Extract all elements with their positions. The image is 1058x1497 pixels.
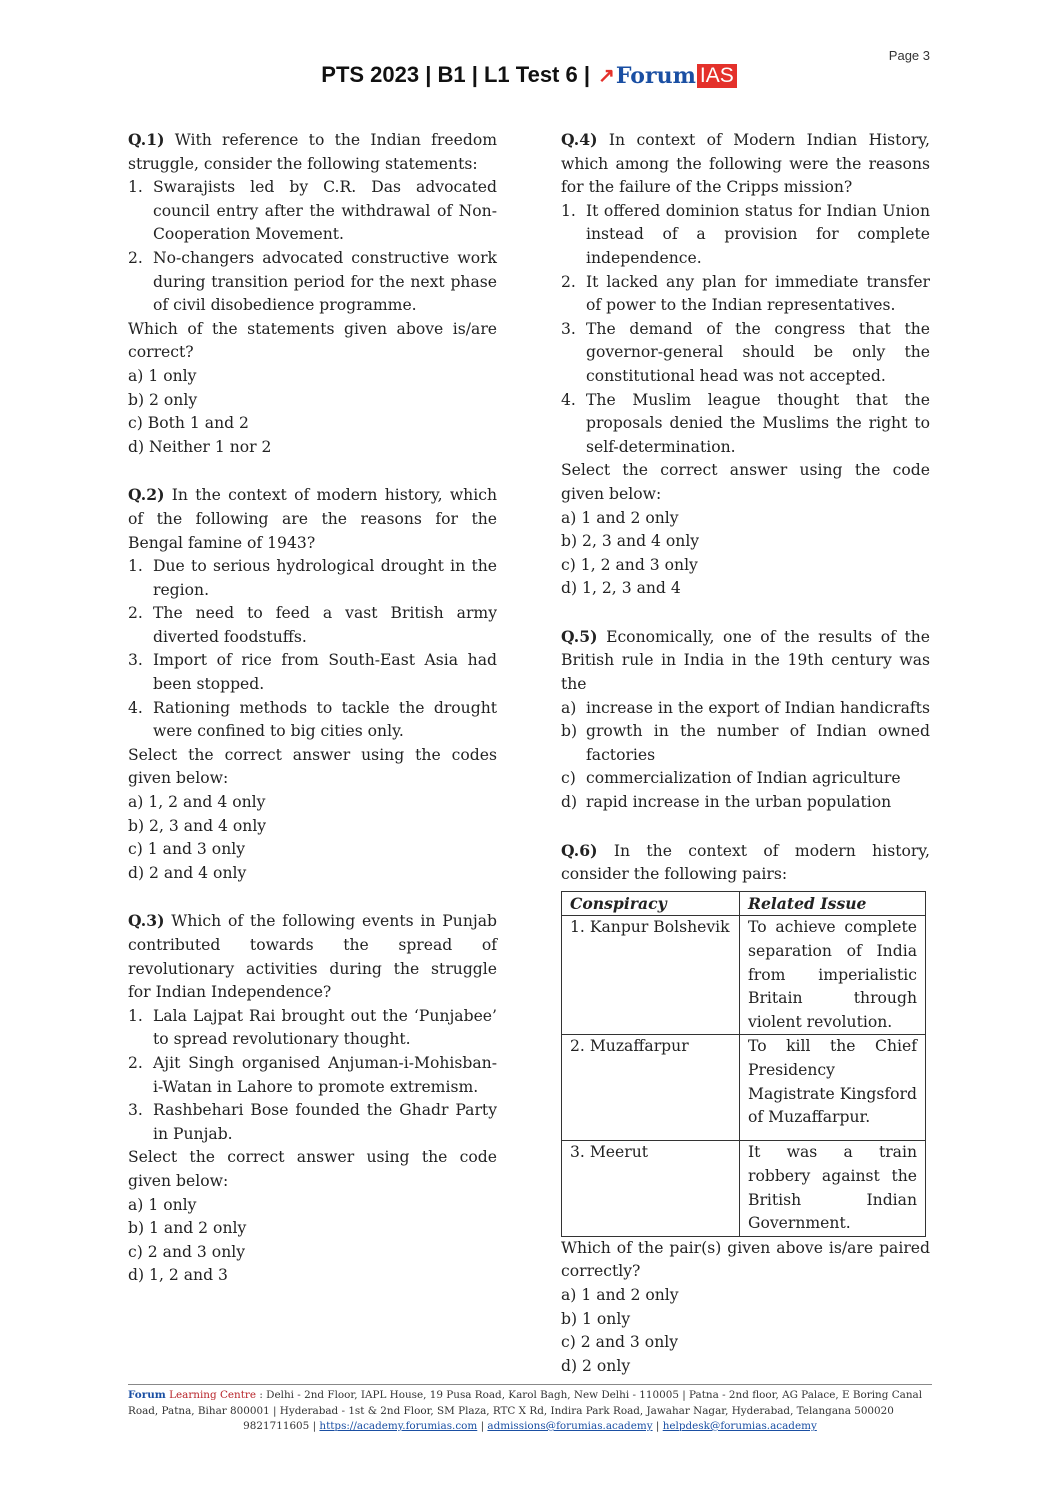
column-header: Related Issue <box>740 891 926 916</box>
answer-option: d) 1, 2 and 3 <box>128 1266 228 1285</box>
question-number: Q.4) <box>561 130 598 149</box>
logo-forum-text: Forum <box>615 62 696 89</box>
page-number: Page 3 <box>888 48 930 63</box>
question-1 <box>128 128 497 459</box>
answer-option: d) 1, 2, 3 and 4 <box>561 579 681 598</box>
footer-forum: Forum <box>128 1389 166 1401</box>
red-arrow-icon: ↗ <box>598 65 615 87</box>
statement: 2. It lacked any plan for immediate transfer of power to the Indian representatives. <box>561 272 930 315</box>
answer-option: b) 2, 3 and 4 only <box>561 532 700 551</box>
table-cell: 2. Muzaffarpur <box>562 1035 740 1141</box>
table-cell: 3. Meerut <box>562 1141 740 1236</box>
answer-option: a) increase in the export of Indian handicrafts <box>561 698 930 717</box>
statement: 1. Due to serious hydrological drought in the region. <box>128 557 497 599</box>
website-link[interactable]: https://academy.forumias.com <box>319 1420 478 1432</box>
question-number: Q.1) <box>128 130 165 149</box>
question-stem <box>128 909 497 1004</box>
question-stem <box>561 128 930 200</box>
question-prompt: Select the correct answer using the code given below: <box>561 461 930 503</box>
page-footer <box>128 1388 932 1435</box>
answer-option: c) 1, 2 and 3 only <box>561 555 698 574</box>
left-column <box>128 128 497 1288</box>
footer-phone: 9821711605 <box>243 1420 310 1432</box>
table-row <box>562 916 926 1035</box>
statement: 3. Import of rice from South-East Asia had been stopped. <box>128 651 497 694</box>
answer-option: c) commercialization of Indian agriculture <box>561 769 901 788</box>
right-column <box>561 128 930 1378</box>
answer-option: d) 2 and 4 only <box>128 863 247 882</box>
question-text: Which of the following events in Punjab contributed towards the spread of revolutionary activities during the struggle for Indian Independence? <box>128 912 497 1002</box>
answer-option: c) 2 and 3 only <box>561 1333 679 1352</box>
footer-divider <box>128 1384 932 1385</box>
question-prompt: Select the correct answer using the code given below: <box>128 1148 497 1190</box>
statement-list <box>128 1005 497 1147</box>
helpdesk-email-link[interactable]: helpdesk@forumias.academy <box>662 1420 817 1432</box>
question-2 <box>128 483 497 885</box>
answer-option: d) rapid increase in the urban population <box>561 793 892 812</box>
question-number: Q.3) <box>128 911 165 931</box>
answer-option: c) 2 and 3 only <box>128 1242 246 1261</box>
admissions-email-link[interactable]: admissions@forumias.academy <box>487 1420 653 1432</box>
pairs-table <box>561 891 926 1237</box>
answer-option: b) 2, 3 and 4 only <box>128 816 267 835</box>
question-number: Q.6) <box>561 840 598 860</box>
question-stem <box>561 625 930 697</box>
lettered-option-list <box>561 697 930 815</box>
logo-ias-text: IAS <box>697 64 737 88</box>
statement: 4. The Muslim league thought that the proposals denied the Muslims the right to self-determination. <box>561 390 930 456</box>
forumias-logo <box>598 63 737 89</box>
statement: 1. Swarajists led by C.R. Das advocated council entry after the withdrawal of Non-Cooperation Movement. <box>128 178 497 244</box>
question-text: In the context of modern history, which of the following are the reasons for the Bengal famine of 1943? <box>128 486 497 552</box>
answer-option: a) 1 and 2 only <box>561 508 679 527</box>
question-text: In the context of modern history, consider the following pairs: <box>561 841 930 884</box>
statement: 1. It offered dominion status for Indian Union instead of a provision for complete independence. <box>561 201 930 267</box>
question-3 <box>128 909 497 1288</box>
question-stem <box>561 839 930 887</box>
statement: 4. Rationing methods to tackle the drought were confined to big cities only. <box>128 698 497 741</box>
table-cell: To kill the Chief Presidency Magistrate Kingsford of Muzaffarpur. <box>740 1035 926 1141</box>
question-prompt: Which of the statements given above is/are correct? <box>128 319 497 362</box>
question-prompt: Select the correct answer using the codes given below: <box>128 745 497 788</box>
question-6 <box>561 839 930 1379</box>
table-row <box>562 1035 926 1141</box>
statement: 2. Ajit Singh organised Anjuman-i-Mohisban-i-Watan in Lahore to promote extremism. <box>128 1053 497 1096</box>
answer-option: b) growth in the number of Indian owned factories <box>561 722 930 764</box>
question-stem <box>128 483 497 555</box>
question-text: Economically, one of the results of the British rule in India in the 19th century was the <box>561 627 930 694</box>
table-header-row <box>562 891 926 916</box>
footer-contacts: 9821711605 | https://academy.forumias.com | admissions@forumias.academy | helpdesk@forumias.academy <box>243 1420 817 1432</box>
question-text: In context of Modern Indian History, which among the following were the reasons for the failure of the Cripps mission? <box>561 131 930 197</box>
table-cell: To achieve complete separation of India from imperialistic Britain through violent revolution. <box>740 916 926 1035</box>
question-number: Q.2) <box>128 485 165 505</box>
answer-option: a) 1 and 2 only <box>561 1285 679 1304</box>
table-row <box>562 1141 926 1236</box>
statement: 2. The need to feed a vast British army diverted foodstuffs. <box>128 604 497 646</box>
table-cell: It was a train robbery against the British Indian Government. <box>740 1141 926 1236</box>
question-number: Q.5) <box>561 626 598 646</box>
answer-option: c) Both 1 and 2 <box>128 414 249 433</box>
question-4 <box>561 128 930 601</box>
question-prompt: Which of the pair(s) given above is/are paired correctly? <box>561 1238 930 1281</box>
footer-learning-centre: Learning Centre <box>169 1389 257 1401</box>
footer-addresses: Forum Learning Centre : Delhi - 2nd Floor, IAPL House, 19 Pusa Road, Karol Bagh, New Delhi - 110005 | Patna - 2nd floor, AG Palace, E Boring Canal Road, Patna, Bihar 800001 | Hyderabad - 1st & 2nd Floor, SM Plaza, RTC X Rd, Indira Park Road, Jawahar Nagar, Hyderabad, Telangana 500020 <box>128 1389 923 1417</box>
statement: 3. The demand of the congress that the governor-general should be only the constitutional head was not accepted. <box>561 319 930 385</box>
answer-option: b) 1 only <box>561 1309 631 1328</box>
statement: 2. No-changers advocated constructive work during transition period for the next phase of civil disobedience programme. <box>128 248 497 315</box>
statement: 1. Lala Lajpat Rai brought out the ‘Punjabee’ to spread revolutionary thought. <box>128 1006 497 1049</box>
answer-option: a) 1 only <box>128 366 197 385</box>
answer-option: c) 1 and 3 only <box>128 840 246 859</box>
answer-option: d) 2 only <box>561 1356 631 1375</box>
answer-option: b) 2 only <box>128 390 198 409</box>
answer-option: b) 1 and 2 only <box>128 1219 247 1238</box>
table-cell: 1. Kanpur Bolshevik <box>562 916 740 1035</box>
answer-option: a) 1 only <box>128 1195 197 1214</box>
statement: 3. Rashbehari Bose founded the Ghadr Party in Punjab. <box>128 1101 497 1143</box>
question-text: With reference to the Indian freedom struggle, consider the following statements: <box>128 131 497 173</box>
answer-option: d) Neither 1 nor 2 <box>128 437 272 456</box>
statement-list <box>561 200 930 460</box>
footer-address-text: Delhi - 2nd Floor, IAPL House, 19 Pusa Road, Karol Bagh, New Delhi - 110005 | Patna - 2nd floor, AG Palace, E Boring Canal Road, Patna, Bihar 800001 | Hyderabad - 1st & 2nd Floor, SM Plaza, RTC X Rd, Indira Park Road, Jawahar Nagar, Hyderabad, Telangana 500020 <box>128 1389 923 1417</box>
statement-list <box>128 555 497 744</box>
column-header: Conspiracy <box>562 891 740 916</box>
question-stem <box>128 128 497 176</box>
test-title: PTS 2023 | B1 | L1 Test 6 | <box>321 62 590 87</box>
answer-option: a) 1, 2 and 4 only <box>128 793 266 812</box>
statement-list <box>128 176 497 318</box>
page-header <box>0 62 1058 89</box>
question-5 <box>561 625 930 815</box>
